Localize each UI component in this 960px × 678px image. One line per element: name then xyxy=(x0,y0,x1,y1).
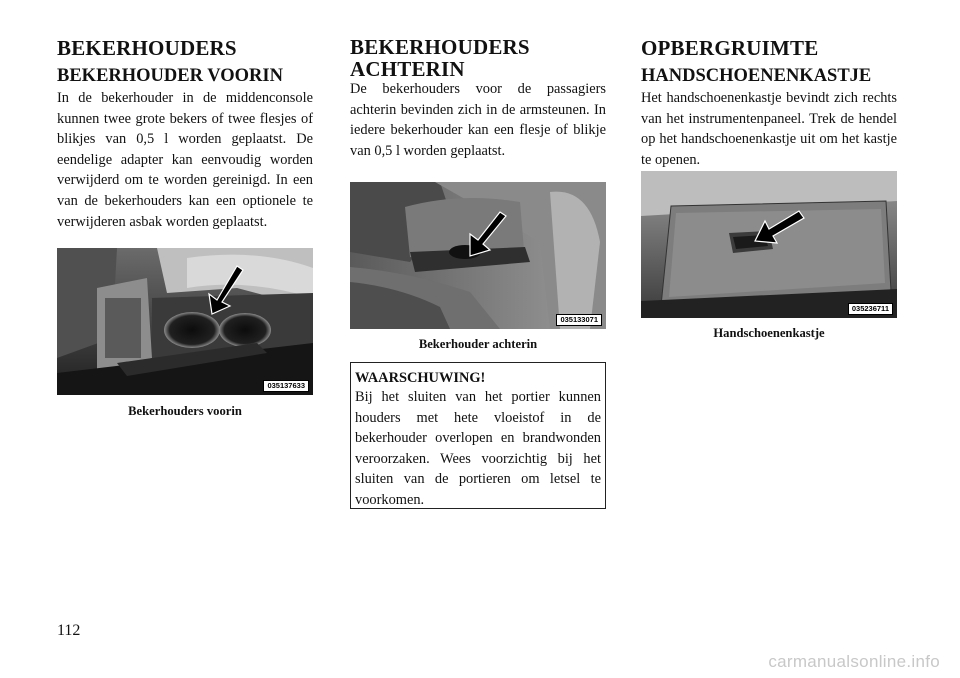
rear-cupholder-illustration xyxy=(350,182,606,329)
subheading-bekerhouder-voorin: BEKERHOUDER VOORIN xyxy=(57,66,283,86)
photo-code: 035137633 xyxy=(263,380,309,392)
body-text-bekerhouder-voorin: In de bekerhouder in de middenconsole kunnen twee grote bekers of twee flesjes of blikjes van 0,5 l worden geplaatst. De eendelige adapter kan eenvoudig worden verwijderd om te worden gereinigd. In een van de bekerhouders kan een optionele te verwijderen asbak worden geplaatst. xyxy=(57,90,313,230)
warning-box xyxy=(350,362,606,509)
caption-glovebox: Handschoenenkastje xyxy=(713,326,825,340)
section-heading-bekerhouders-achterin xyxy=(350,36,530,80)
front-cupholder-illustration xyxy=(57,248,313,395)
heading-line-2: ACHTERIN xyxy=(350,57,465,81)
warning-title: WAARSCHUWING! xyxy=(355,370,486,386)
photo-glovebox xyxy=(641,171,897,318)
warning-text: Bij het sluiten van het portier kunnen houders met hete vloeistof in de bekerhouder overlopen en brandwonden veroorzaken. Wees voorzichtig bij het sluiten van de portieren om letsel te voorkomen. xyxy=(355,389,601,508)
body-text-bekerhouders-achterin: De bekerhouders voor de passagiers achterin bevinden zich in de armsteunen. In iedere bekerhouder kan een flesje of blikje van 0,5 l worden geplaatst. xyxy=(350,81,606,159)
heading-line-1: BEKERHOUDERS xyxy=(350,35,530,59)
body-text-handschoenenkastje: Het handschoenenkastje bevindt zich rechts van het instrumentenpaneel. Trek de hendel op het handschoenenkastje uit om het kastje te openen. xyxy=(641,90,897,168)
page-number: 112 xyxy=(57,622,81,639)
glovebox-illustration xyxy=(641,171,897,318)
caption-rear-cupholder: Bekerhouder achterin xyxy=(418,337,538,351)
caption-front-cupholders: Bekerhouders voorin xyxy=(128,404,242,418)
section-heading-opbergruimte: OPBERGRUIMTE xyxy=(641,36,819,60)
subheading-handschoenenkastje: HANDSCHOENENKASTJE xyxy=(641,66,872,86)
photo-code: 035133071 xyxy=(556,314,602,326)
photo-code: 035236711 xyxy=(848,303,893,315)
photo-front-cupholders xyxy=(57,248,313,395)
section-heading-bekerhouders: BEKERHOUDERS xyxy=(57,36,237,60)
watermark: carmanualsonline.info xyxy=(768,652,940,671)
photo-rear-cupholder xyxy=(350,182,606,329)
